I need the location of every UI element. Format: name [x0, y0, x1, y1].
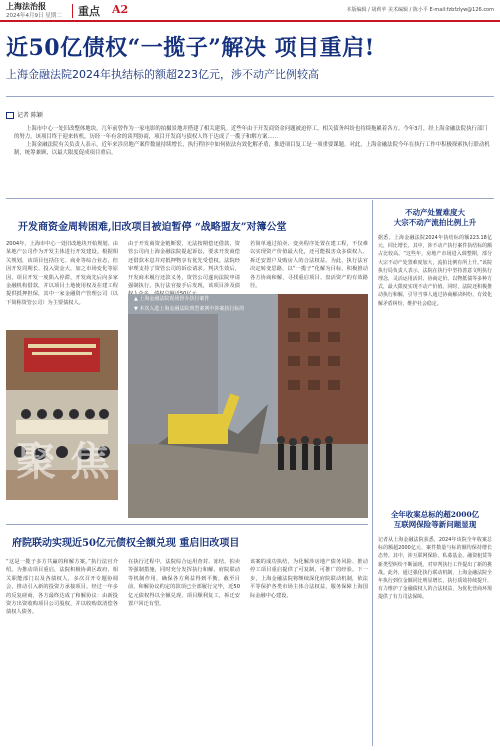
issue-date: 2024年4月9日 星期二 [6, 13, 62, 19]
sidebar-title-2: 全年收案总标的超2000亿 互联网保险等新问题显现 [390, 510, 480, 529]
section-divider-2 [6, 524, 368, 525]
section-2-col-3: 该案的成功执结，为化解涉房地产债务风险、推动停工项目重启提供了可复制、可推广的经验。下一步，上海金融法院将继续深化府院联动机制，依法平等保护各类市场主体合法权益，服务保障上海国际金融中心建设。 [250, 559, 368, 599]
editor-credits: 本版编辑 / 胡莉苹 美术编辑 / 陈小平 E-mail:fzbfzlyw@126.com [346, 7, 494, 13]
sub-headline: 上海金融法院2024年执结标的额超223亿元，涉不动产比例较高 [6, 68, 319, 81]
sidebar-body-2: 记者从上海金融法院获悉，2024年该院全年收案总标的额超2000亿元，案件数量与标的额均保持增长态势。其中，涉互联网保险、私募基金、融资租赁等新类型纠纷不断涌现，对审判执行工作提出了新的挑战。此外，通过强化执行联动机制，上海金融法院全年执行到位金额同比明显增长，执行质效持续提升，有力维护了金融债权人的合法权益，为优化营商环境提供了有力司法保障。 [378, 537, 492, 601]
section-1-title: 开发商资金周转困难,旧改项目被迫暂停 “战略盟友”对簿公堂 [18, 222, 287, 233]
section-divider [6, 198, 494, 199]
sidebar-rule [372, 200, 373, 746]
photo-caption-1: ▲ 上海金融法院现场督办执行案件 [134, 296, 210, 302]
section-1-col-1: 2004年，上海市中心一处旧改地块开始规划，由某地产公司作为开发主体进行开发建设。根据相关规划，该项目包括住宅、商业等综合业态，但因开发周期长、投入资金大，加之市场变化等原因，项目开发一度陷入停滞。开发商先后向多家金融机构借款，并以项目土地使用权及在建工程提供抵押担保，其中一家金融资产管理公司（以下简称资管公司）为主要债权人。 [6, 241, 118, 306]
photo-caption-2: ▼ 本次入选上海金融法院典型案例中涉案执行标的 [134, 306, 245, 312]
section-1-col-3: 若简单通过拍卖、变卖程序处置在建工程，不仅难以实现资产价值最大化，还可能损害众多债权人、拆迁安置户及购房人的合法权益。为此，执行法官决定转变思路，以“一揽子”化解为目标，积极推动各方协商和解，寻找重启项目、盘活资产的有效路径。 [250, 241, 368, 290]
page-header [0, 0, 500, 22]
section-1-col-1-tail [6, 500, 118, 520]
section-2-col-1: “这是一揽子多方共赢的和解方案。”执行法官介绍。为推动项目重启，法院积极协调区政府、相关职能部门以及各债权人，多次召开专题协调会，推动引入新的投资方承接项目。经过一年多的反复磋商，各方最终达成了和解协议：由新投资方出资收购项目公司股权，并以收购款清偿各债权人债务。 [6, 559, 118, 616]
sidebar-body-1: 据悉，上海金融法院2024年执结标的额223.18亿元，同比增长。其中，涉不动产执行案件执结标的额占比较高。“这些年，房地产市场进入调整期，部分大宗不动产处置难度加大，流拍比例有所上升。”该院执行局负责人表示，法院在执行中坚持善意文明执行理念，灵活运用活封、协商定价、以物抵债等多种方式，最大限度实现不动产价值。同时，法院还积极推动执行和解，引导当事人通过协商解决纠纷，有效化解矛盾纠纷，维护社会稳定。 [378, 235, 492, 307]
reporter-name: 记者 陈颖 [17, 112, 43, 119]
sidebar-title-1: 不动产处置难度大 大宗不动产流拍比例上升 [393, 208, 477, 227]
intro-text [14, 125, 490, 157]
intro-paragraph: 上海市中心一处旧改整体地块，几年前曾作为一家电影的拍摄景地并搭建了相关建筑。近些年由于开发商资金问题被迫停工，相关债务纠纷也持续拖累着各方。今年3月，经上海金融法院执行部门的努力，该项目终于迎来转机，历经一年有余的谈判协商，项目开发商与债权人终于达成了一揽子和解方案…… [14, 126, 488, 140]
section-name: 重点 [78, 5, 100, 18]
header-separator [72, 4, 73, 18]
pen-icon [6, 112, 14, 119]
page-number: A2 [112, 3, 129, 16]
demolition-photo [128, 294, 368, 518]
watermark-text: 聚 焦 [16, 438, 110, 485]
headline-divider [6, 96, 494, 97]
intro-paragraph: 上海金融法院有关负责人表示，近年来涉房地产案件数量持续增长，执行程序中如何依法有效化解矛盾，推进项目复工是一项重要课题。对此，上海金融法院今年在执行工作中积极探索执行联动机制，统筹兼顾，以最大限度促成项目重启。 [14, 142, 490, 156]
masthead: 上海法治报 [6, 1, 46, 11]
section-2-col-2: 在执行过程中，法院综合运用查封、冻结、拍卖等强制措施，同时充分发挥执行和解、府院联动等机制作用，确保各方利益得到平衡。截至目前，和解协议约定的款项已全部履行完毕，近50亿元债权得以全额兑现，项目顺利复工，拆迁安置户回迁有望。 [128, 559, 240, 608]
main-headline: 近50亿债权“一揽子”解决 项目重启! [6, 35, 375, 61]
section-1-col-2: 由于开发商资金链断裂，无法按期偿还借款，资管公司向上海金融法院提起诉讼，要求开发商偿还借款本息并对抵押物享有优先受偿权。法院经审理支持了资管公司的诉讼请求。判决生效后，开发商未履行还款义务，资管公司遂向法院申请强制执行。执行法官接手后发现，该项目涉及债 [128, 241, 240, 290]
section-2-title: 府院联动实现近50亿元债权全额兑现 重启旧改项目 [12, 538, 240, 549]
meeting-photo [6, 330, 118, 500]
demolition-illustration [128, 294, 368, 518]
byline [6, 110, 43, 119]
